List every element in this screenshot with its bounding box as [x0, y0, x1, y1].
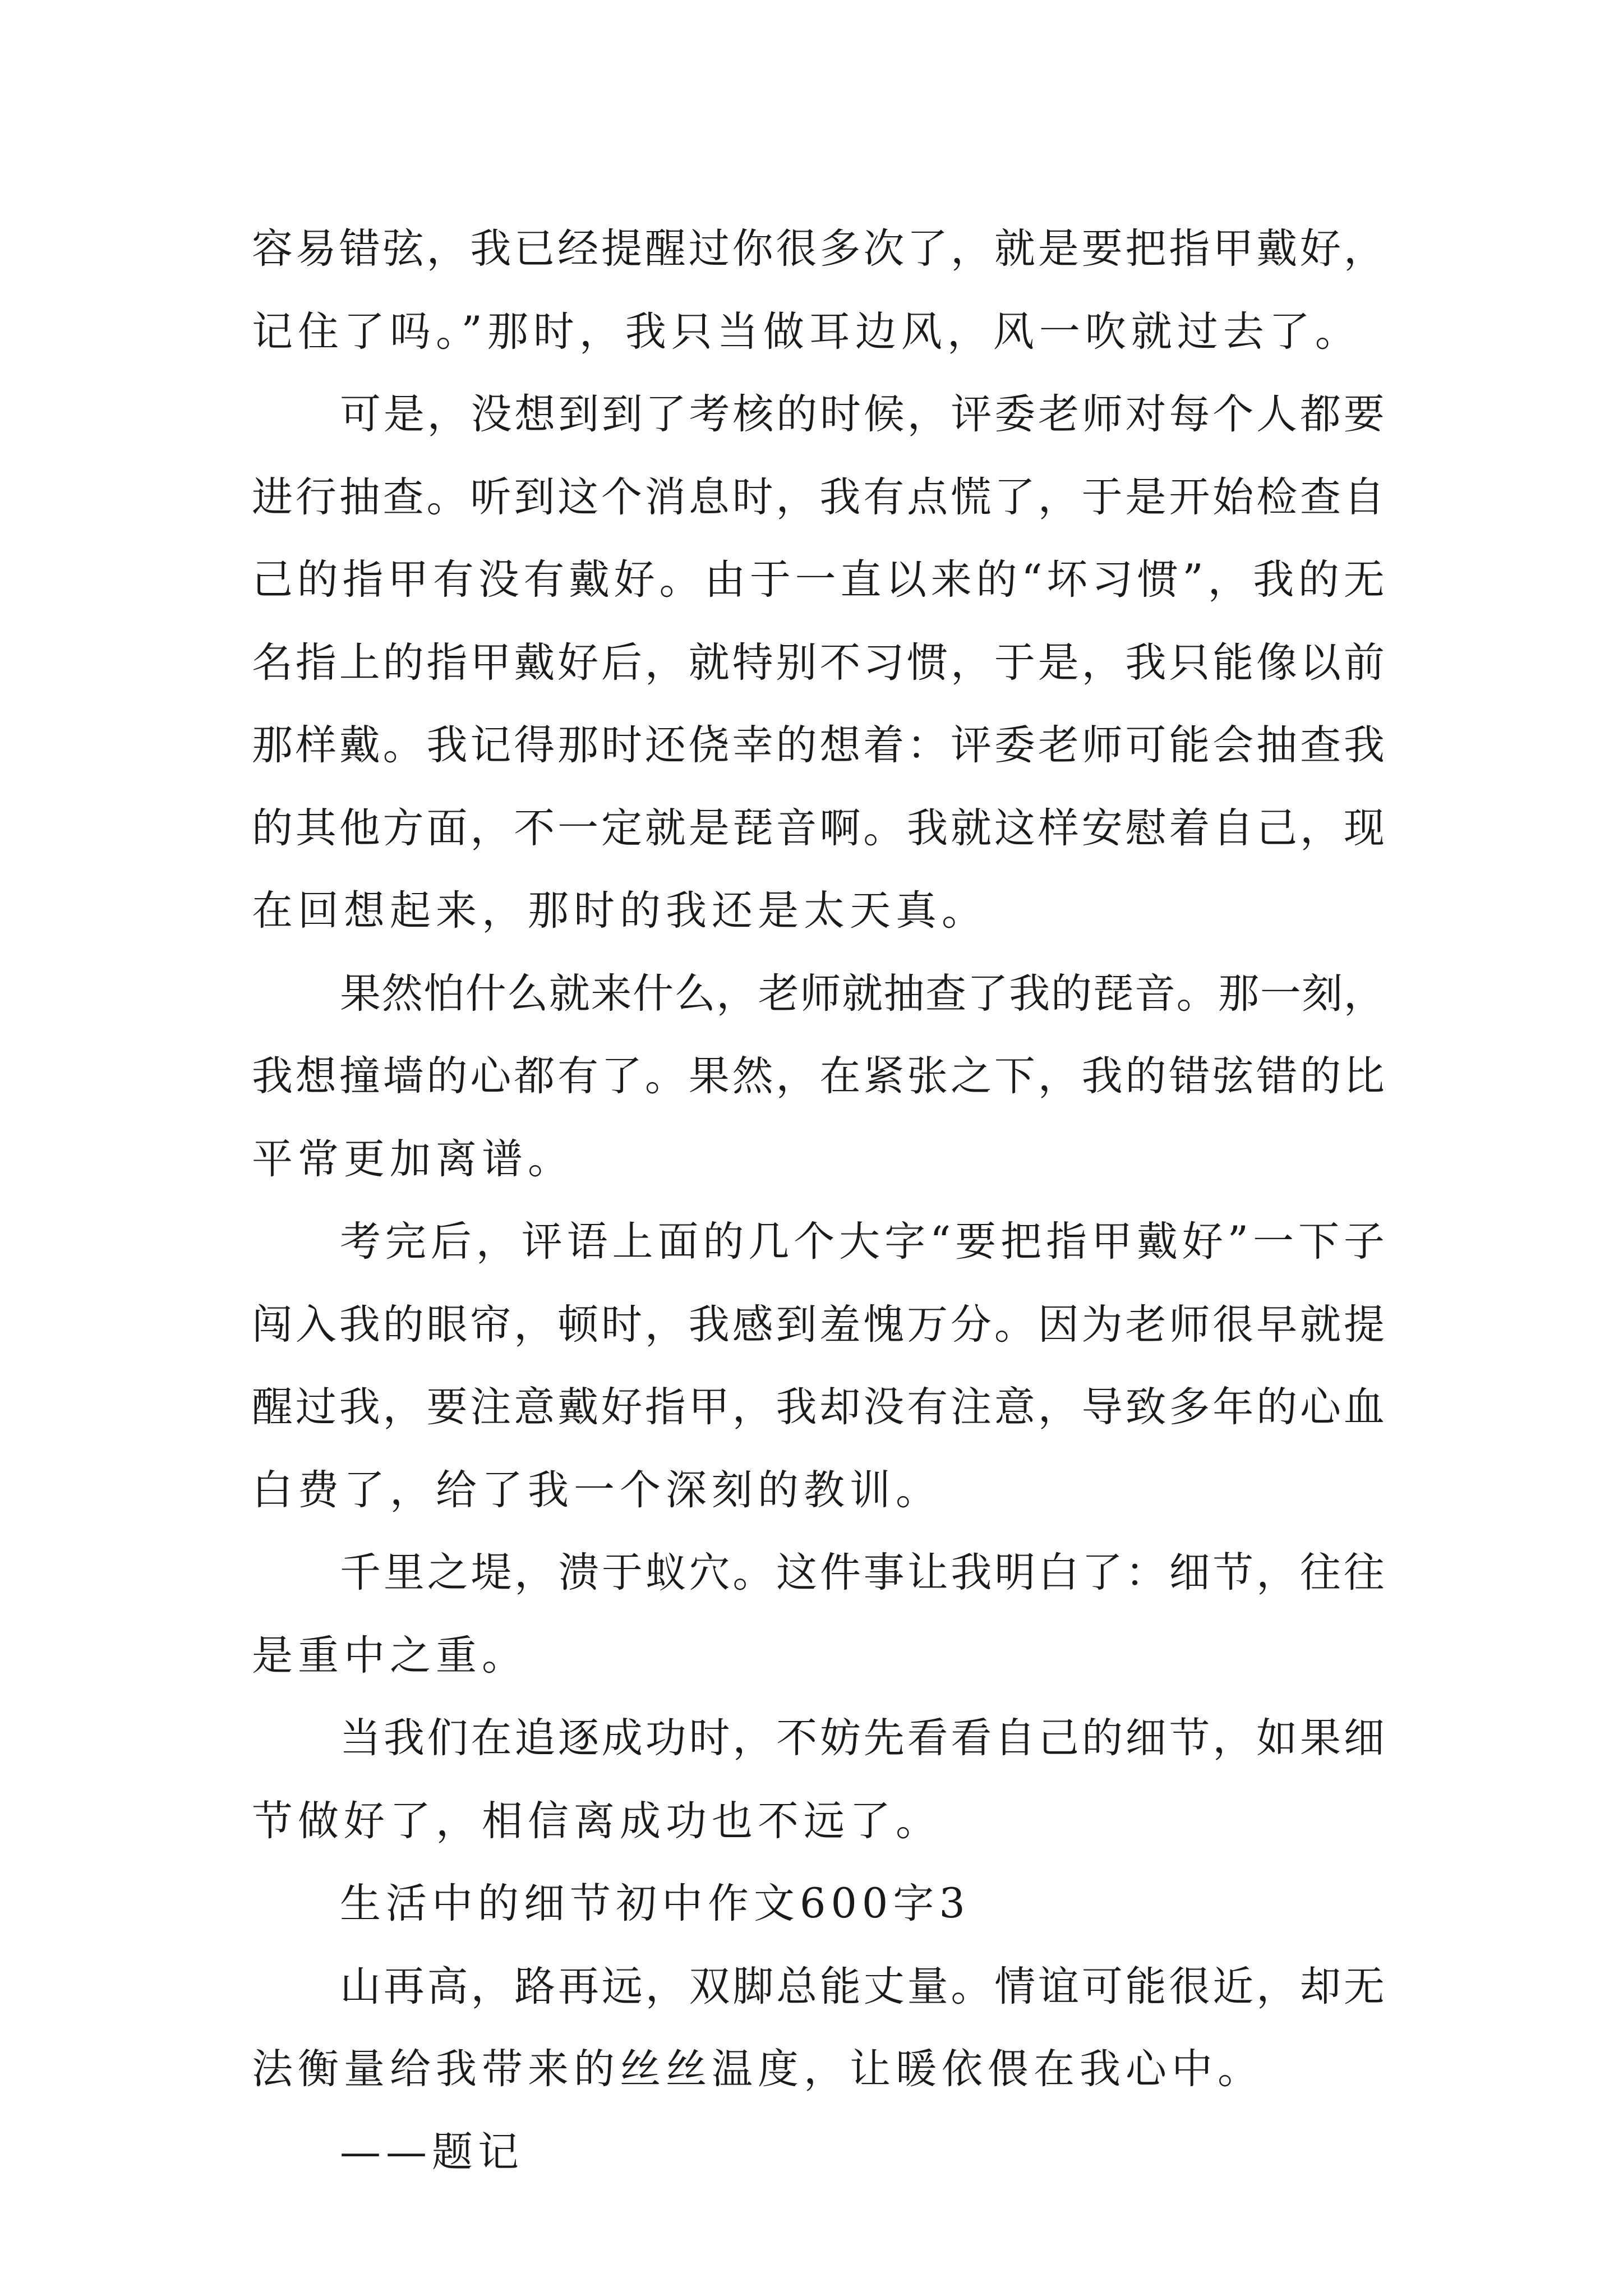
text-line: 山 再 高 ， 路 再 远 ， 双 脚 总 能 丈 量 。 情 谊 可 能 很 近 ， 却 无: [340, 1962, 1385, 2010]
text-line: 节做好了，相信离成功也不远了。: [252, 1797, 942, 1845]
text-line: 我 想 撞 墙 的 心 都 有 了 。 果 然 ， 在 紧 张 之 下 ， 我 的 错 弦 错 的 比: [252, 1052, 1385, 1100]
text-line: 己 的 指 甲 有 没 有 戴 好 。 由 于 一 直 以 来 的 “ 坏 习 惯 ” ， 我 的 无: [252, 556, 1385, 604]
text-line: 进 行 抽 查 。 听 到 这 个 消 息 时 ， 我 有 点 慌 了 ， 于 是 开 始 检 查 自: [252, 473, 1385, 521]
text-line: 千 里 之 堤 ， 溃 于 蚁 穴 。 这 件 事 让 我 明 白 了 ： 细 节 ， 往 往: [340, 1549, 1385, 1596]
text-line: 可 是 ， 没 想 到 到 了 考 核 的 时 候 ， 评 委 老 师 对 每 个 人 都 要: [340, 390, 1385, 438]
text-line: 闯 入 我 的 眼 帘 ， 顿 时 ， 我 感 到 羞 愧 万 分 。 因 为 老 师 很 早 就 提: [252, 1300, 1385, 1349]
text-line: 法衡量给我带来的丝丝温度，让暖依偎在我心中。: [252, 2045, 1264, 2093]
document-body: [252, 216, 1385, 2202]
text-line: 醒 过 我 ， 要 注 意 戴 好 指 甲 ， 我 却 没 有 注 意 ， 导 致 多 年 的 心 血: [252, 1383, 1385, 1431]
text-line: 考 完 后 ， 评 语 上 面 的 几 个 大 字 “ 要 把 指 甲 戴 好 ” 一 下 子: [340, 1218, 1385, 1266]
text-line: 白费了，给了我一个深刻的教训。: [252, 1466, 942, 1514]
text-line: 名 指 上 的 指 甲 戴 好 后 ， 就 特 别 不 习 惯 ， 于 是 ， 我 只 能 像 以 前: [252, 638, 1385, 687]
text-line: 那 样 戴 。 我 记 得 那 时 还 侥 幸 的 想 着 ： 评 委 老 师 可 能 会 抽 查 我: [252, 721, 1385, 769]
epigraph-attribution: ——题记: [340, 2128, 524, 2176]
text-line: 容 易 错 弦 ， 我 已 经 提 醒 过 你 很 多 次 了 ， 就 是 要 把 指 甲 戴 好 ，: [252, 225, 1385, 273]
text-line: 在回想起来，那时的我还是太天真。: [252, 887, 988, 935]
text-line: 当 我 们 在 追 逐 成 功 时 ， 不 妨 先 看 看 自 己 的 细 节 ， 如 果 细: [340, 1714, 1385, 1762]
section-heading: 生活中的细节初中作文600字3: [340, 1880, 970, 1927]
text-line: 的 其 他 方 面 ， 不 一 定 就 是 琵 音 啊 。 我 就 这 样 安 慰 着 自 己 ， 现: [252, 804, 1385, 852]
text-line: 是重中之重。: [252, 1631, 528, 1680]
text-line: 平常更加离谱。: [252, 1135, 574, 1183]
text-line: 果 然 怕 什 么 就 来 什 么 ， 老 师 就 抽 查 了 我 的 琵 音 。 那 一 刻 ，: [340, 969, 1385, 1018]
text-line: 记住了吗。”那时，我只当做耳边风，风一吹就过去了。: [252, 307, 1361, 356]
